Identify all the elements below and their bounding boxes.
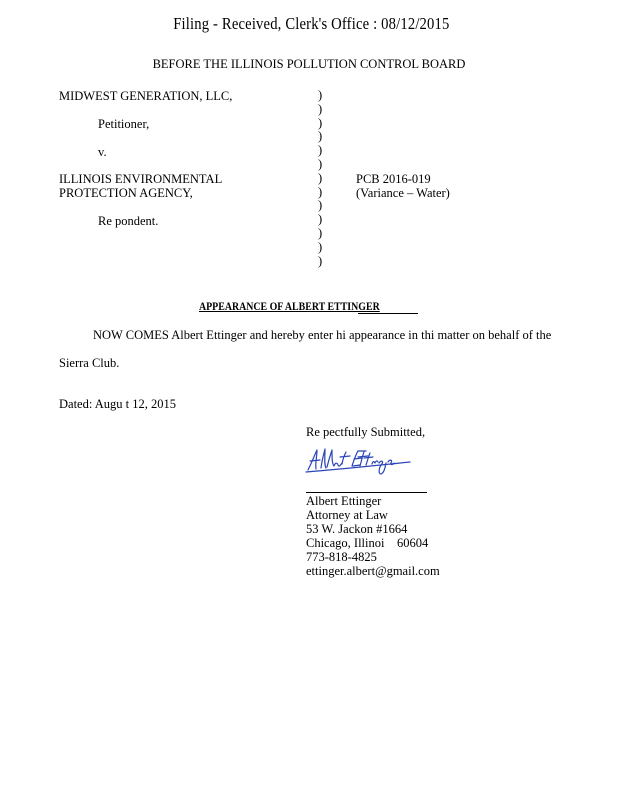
case-number: PCB 2016-019 [356,172,431,186]
signer-title: Attorney at Law [306,508,388,522]
paren: ) [318,115,323,130]
board-title: BEFORE THE ILLINOIS POLLUTION CONTROL BOARD [152,57,466,71]
paren: ) [318,184,323,199]
paren: ) [318,212,323,227]
paren: ) [318,239,323,254]
closing: Re pectfully Submitted, [306,425,426,439]
case-type: (Variance – Water) [356,186,450,200]
paren: ) [318,156,323,171]
signature-line [306,492,427,493]
heading-underline [358,313,418,314]
dated-line: Dated: Augu t 12, 2015 [59,397,177,411]
respondent-name-line2: PROTECTION AGENCY, [59,186,193,200]
paren: ) [318,170,323,185]
signer-address-line2: Chicago, Illinoi 60604 [306,536,429,550]
paren: ) [318,129,323,144]
paren: ) [318,198,323,213]
paren: ) [318,253,323,268]
signer-email: ettinger.albert@gmail.com [306,564,440,578]
respondent-role: Re pondent. [98,214,159,228]
body-paragraph-line1: NOW COMES Albert Ettinger and hereby enter hi appearance in thi matter on behalf of the [93,328,552,342]
signer-phone: 773-818-4825 [306,550,377,564]
caption-parentheses [318,89,328,268]
paren: ) [318,143,323,158]
signer-address-line1: 53 W. Jackon #1664 [306,522,408,536]
body-paragraph-line2: Sierra Club. [59,356,120,370]
filing-stamp: Filing - Received, Clerk's Office : 08/12/2015 [173,14,450,33]
paren: ) [318,101,323,116]
signer-name: Albert Ettinger [306,494,382,508]
versus-label: v. [98,145,107,159]
paren: ) [318,88,323,102]
handwritten-signature [302,444,414,478]
petitioner-name: MIDWEST GENERATION, LLC, [59,89,233,103]
petitioner-role: Petitioner, [98,117,150,131]
paren: ) [318,225,323,240]
document-heading: APPEARANCE OF ALBERT ETTINGER [199,301,380,313]
respondent-name-line1: ILLINOIS ENVIRONMENTAL [59,172,223,186]
